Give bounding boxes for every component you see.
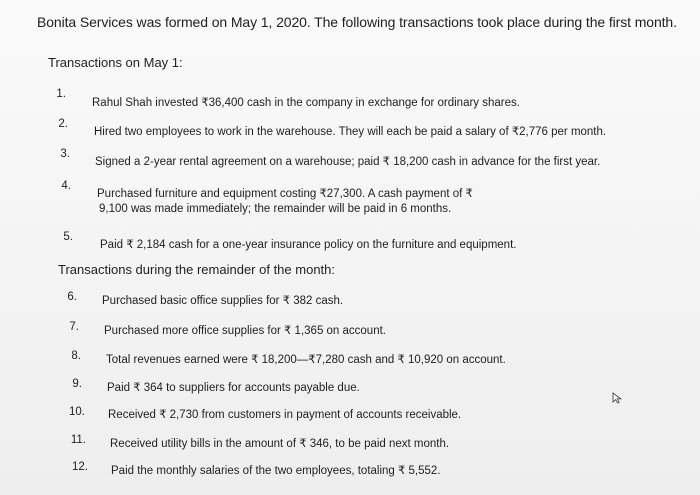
- item-text: Received utility bills in the amount of ₹ 346, to be paid next month.: [110, 438, 450, 450]
- item-text: Purchased furniture and equipment costing ₹27,300. A cash payment of ₹: [97, 188, 473, 200]
- item-text: Paid the monthly salaries of the two employees, totaling ₹ 5,552.: [111, 465, 441, 477]
- item-number: 12.: [72, 461, 88, 473]
- item-number: 2.: [58, 118, 68, 130]
- item-text: Purchased more office supplies for ₹ 1,365 on account.: [104, 325, 386, 337]
- item-number: 7.: [69, 321, 79, 333]
- item-number: 4.: [61, 180, 71, 192]
- item-number: 9.: [72, 378, 82, 390]
- item-text: Hired two employees to work in the warehouse. They will each be paid a salary of ₹2,776 per month.: [94, 126, 607, 138]
- item-number: 1.: [56, 88, 66, 100]
- item-text: Total revenues earned were ₹ 18,200—₹7,280 cash and ₹ 10,920 on account.: [106, 354, 506, 366]
- item-text: Paid ₹ 364 to suppliers for accounts payable due.: [107, 382, 360, 394]
- item-number: 5.: [63, 231, 73, 243]
- item-text: Received ₹ 2,730 from customers in payment of accounts receivable.: [108, 409, 462, 421]
- item-text: Paid ₹ 2,184 cash for a one-year insurance policy on the furniture and equipment.: [100, 239, 517, 251]
- item-text: Purchased basic office supplies for ₹ 382 cash.: [102, 295, 344, 307]
- problem-heading: Bonita Services was formed on May 1, 2020. The following transactions took place during the first month.: [37, 14, 677, 30]
- item-number: 10.: [69, 406, 85, 418]
- item-text: Signed a 2-year rental agreement on a warehouse; paid ₹ 18,200 cash in advance for the first year.: [95, 156, 601, 168]
- mouse-pointer-icon: [612, 392, 624, 404]
- item-text-continued: 9,100 was made immediately; the remainder will be paid in 6 months.: [99, 203, 452, 215]
- item-number: 11.: [70, 434, 86, 446]
- item-text: Rahul Shah invested ₹36,400 cash in the company in exchange for ordinary shares.: [92, 97, 520, 109]
- item-number: 8.: [71, 350, 81, 362]
- section-may-1-title: Transactions on May 1:: [48, 55, 183, 70]
- section-remainder-title: Transactions during the remainder of the month:: [58, 262, 335, 277]
- item-number: 6.: [67, 291, 77, 303]
- item-number: 3.: [60, 148, 70, 160]
